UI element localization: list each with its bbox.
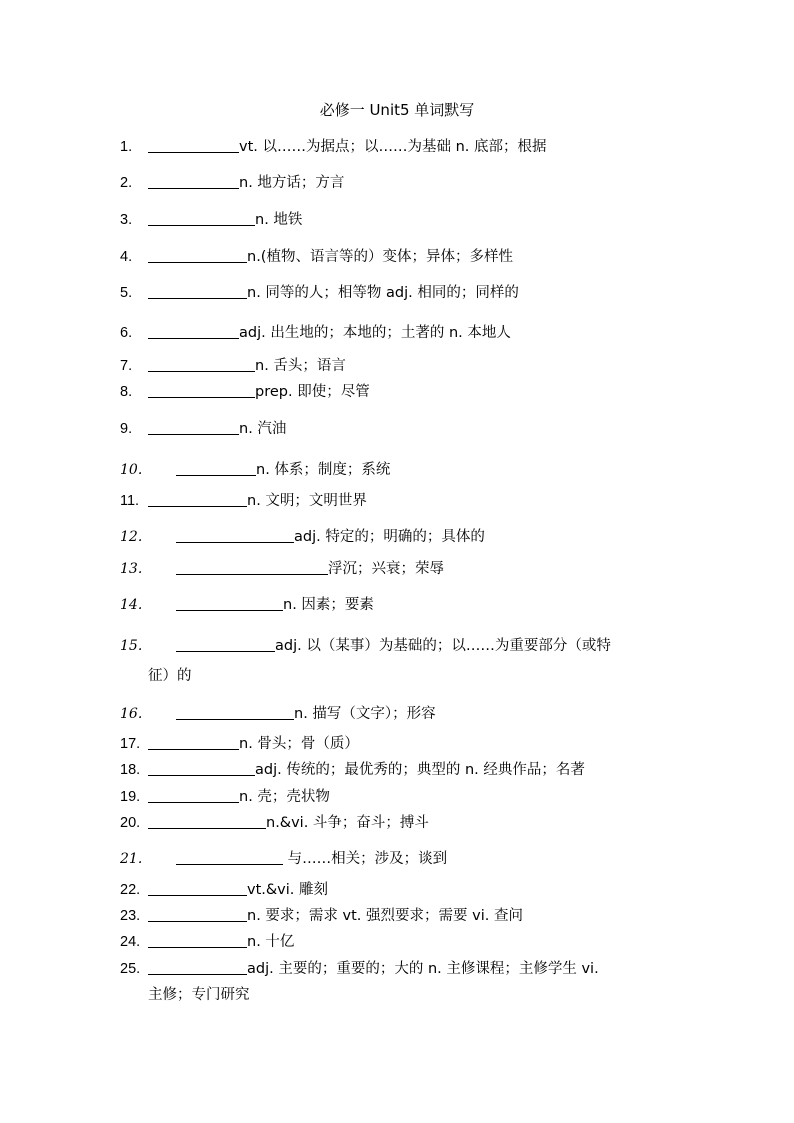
item-definition: n. 同等的人；相等物 adj. 相同的；同样的 bbox=[247, 285, 519, 301]
answer-blank[interactable] bbox=[176, 461, 256, 476]
answer-blank[interactable] bbox=[176, 637, 275, 652]
item-definition: n. 描写（文字）；形容 bbox=[294, 706, 436, 722]
list-item bbox=[120, 813, 680, 833]
answer-blank[interactable] bbox=[148, 788, 239, 803]
item-number: 1. bbox=[120, 139, 133, 155]
list-item bbox=[120, 559, 680, 579]
answer-blank[interactable] bbox=[148, 420, 239, 435]
list-item bbox=[120, 849, 680, 869]
item-definition: n. 文明；文明世界 bbox=[247, 493, 367, 509]
list-item bbox=[120, 595, 680, 615]
item-number: 4. bbox=[120, 249, 133, 265]
item-number: 25. bbox=[120, 961, 141, 977]
answer-blank[interactable] bbox=[148, 248, 247, 263]
list-item bbox=[120, 323, 680, 343]
item-definition: n. 因素；要素 bbox=[283, 597, 374, 613]
item-number: 15. bbox=[120, 638, 143, 654]
page-title: 必修一 Unit5 单词默写 bbox=[319, 101, 475, 119]
answer-blank[interactable] bbox=[148, 357, 255, 372]
answer-blank[interactable] bbox=[148, 284, 247, 299]
list-item bbox=[120, 906, 680, 926]
item-definition: n. 地方话；方言 bbox=[239, 175, 345, 191]
item-definition-continued: 主修；专门研究 bbox=[148, 987, 250, 1003]
answer-blank[interactable] bbox=[148, 211, 255, 226]
item-definition: n. 十亿 bbox=[247, 934, 295, 950]
item-number: 6. bbox=[120, 325, 133, 341]
item-number: 11. bbox=[120, 493, 140, 509]
list-item bbox=[120, 636, 680, 686]
item-definition: adj. 出生地的；本地的；土著的 n. 本地人 bbox=[239, 325, 511, 341]
list-item bbox=[120, 210, 680, 230]
list-item bbox=[120, 760, 680, 780]
item-definition: n. 地铁 bbox=[255, 212, 303, 228]
item-definition: n. 壳；壳状物 bbox=[239, 789, 330, 805]
item-definition: adj. 传统的；最优秀的；典型的 n. 经典作品；名著 bbox=[255, 762, 585, 778]
item-number: 22. bbox=[120, 882, 141, 898]
list-item bbox=[120, 173, 680, 193]
answer-blank[interactable] bbox=[148, 383, 255, 398]
list-item bbox=[120, 419, 680, 439]
item-number: 3. bbox=[120, 212, 133, 228]
item-definition: vt.&vi. 雕刻 bbox=[247, 882, 329, 898]
answer-blank[interactable] bbox=[148, 138, 239, 153]
answer-blank[interactable] bbox=[176, 560, 328, 575]
item-definition: adj. 主要的；重要的；大的 n. 主修课程；主修学生 vi. bbox=[247, 961, 599, 977]
list-item bbox=[120, 734, 680, 754]
list-item bbox=[120, 283, 680, 303]
item-number: 2. bbox=[120, 175, 133, 191]
item-number: 9. bbox=[120, 421, 133, 437]
list-item bbox=[120, 527, 680, 547]
item-number: 24. bbox=[120, 934, 141, 950]
list-item bbox=[120, 491, 680, 511]
item-number: 20. bbox=[120, 815, 141, 831]
item-number: 10. bbox=[120, 462, 143, 478]
item-number: 17. bbox=[120, 736, 141, 752]
answer-blank[interactable] bbox=[176, 850, 283, 865]
item-number: 13. bbox=[120, 561, 143, 577]
item-number: 16. bbox=[120, 706, 143, 722]
item-definition: adj. 特定的；明确的；具体的 bbox=[294, 529, 485, 545]
answer-blank[interactable] bbox=[148, 492, 247, 507]
answer-blank[interactable] bbox=[148, 960, 247, 975]
list-item bbox=[120, 460, 680, 480]
answer-blank[interactable] bbox=[148, 735, 239, 750]
item-number: 8. bbox=[120, 384, 133, 400]
answer-blank[interactable] bbox=[148, 761, 255, 776]
list-item bbox=[120, 247, 680, 267]
item-definition: n. 骨头；骨（质） bbox=[239, 736, 359, 752]
list-item bbox=[120, 704, 680, 724]
item-definition-continued: 征）的 bbox=[148, 668, 192, 684]
item-definition: n. 舌头；语言 bbox=[255, 358, 346, 374]
answer-blank[interactable] bbox=[148, 907, 247, 922]
item-definition: prep. 即使；尽管 bbox=[255, 384, 370, 400]
item-definition: adj. 以（某事）为基础的；以……为重要部分（或特 bbox=[275, 638, 611, 654]
item-definition: n. 体系；制度；系统 bbox=[256, 462, 391, 478]
answer-blank[interactable] bbox=[148, 881, 247, 896]
item-definition: n.(植物、语言等的）变体；异体；多样性 bbox=[247, 249, 513, 265]
answer-blank[interactable] bbox=[176, 596, 283, 611]
list-item bbox=[120, 787, 680, 807]
answer-blank[interactable] bbox=[148, 324, 239, 339]
item-number: 12. bbox=[120, 529, 143, 545]
list-item bbox=[120, 959, 680, 1005]
list-item bbox=[120, 137, 680, 157]
item-definition: n.&vi. 斗争；奋斗；搏斗 bbox=[266, 815, 429, 831]
answer-blank[interactable] bbox=[148, 814, 266, 829]
answer-blank[interactable] bbox=[176, 705, 294, 720]
item-number: 23. bbox=[120, 908, 141, 924]
item-number: 5. bbox=[120, 285, 133, 301]
list-item bbox=[120, 932, 680, 952]
item-definition: vt. 以……为据点；以……为基础 n. 底部；根据 bbox=[239, 139, 547, 155]
item-number: 7. bbox=[120, 358, 133, 374]
item-number: 19. bbox=[120, 789, 141, 805]
answer-blank[interactable] bbox=[176, 528, 294, 543]
list-item bbox=[120, 382, 680, 402]
item-number: 21. bbox=[120, 851, 143, 867]
list-item bbox=[120, 356, 680, 376]
item-definition: 与……相关；涉及；谈到 bbox=[283, 851, 448, 867]
list-item bbox=[120, 880, 680, 900]
item-definition: 浮沉；兴衰；荣辱 bbox=[328, 561, 444, 577]
item-definition: n. 要求；需求 vt. 强烈要求；需要 vi. 查问 bbox=[247, 908, 523, 924]
item-definition: n. 汽油 bbox=[239, 421, 287, 437]
answer-blank[interactable] bbox=[148, 174, 239, 189]
item-number: 18. bbox=[120, 762, 141, 778]
answer-blank[interactable] bbox=[148, 933, 247, 948]
item-number: 14. bbox=[120, 597, 143, 613]
